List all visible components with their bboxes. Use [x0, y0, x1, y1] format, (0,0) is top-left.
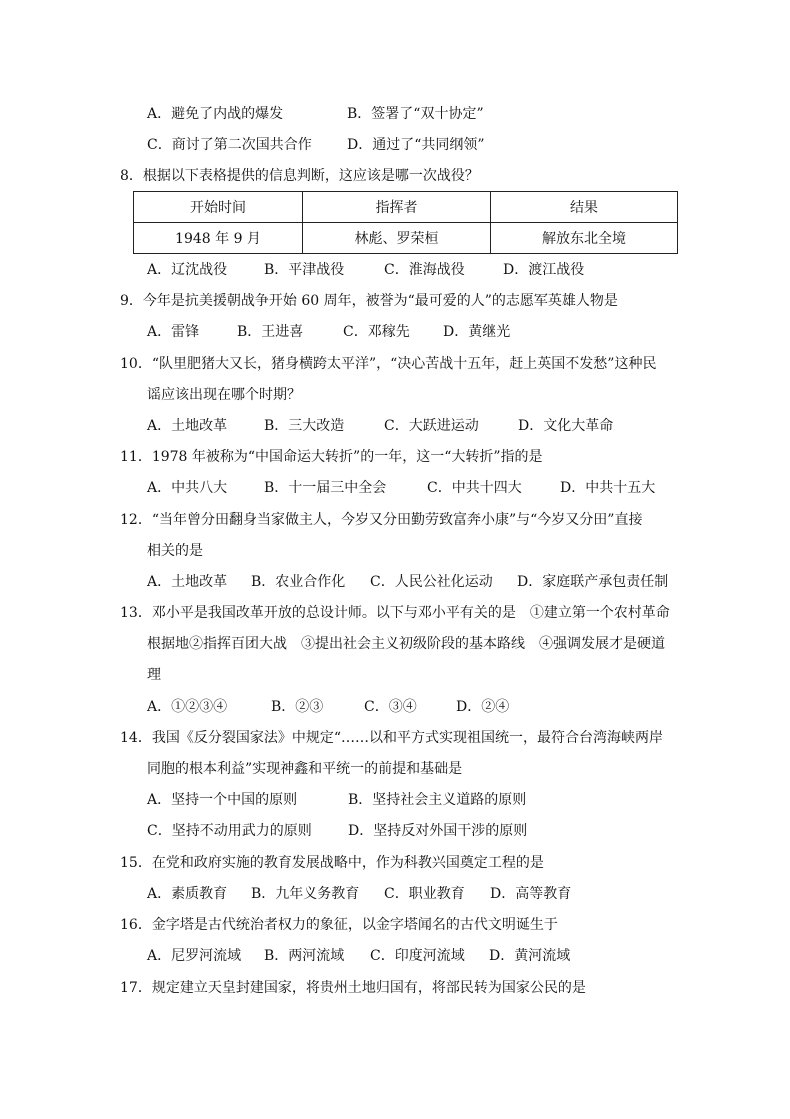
table-row — [134, 223, 678, 254]
q15-option-d: D．高等教育 — [490, 886, 572, 902]
q11-option-b: B．十一届三中全会 — [264, 480, 387, 496]
q9-option-b: B．王进喜 — [237, 324, 304, 340]
q8-option-c: C．淮海战役 — [384, 262, 465, 278]
battle-info-table — [133, 191, 678, 254]
q7-option-d: D．通过了“共同纲领” — [347, 137, 485, 153]
q12-stem-line1: 12．“当年曾分田翻身当家做主人，今岁又分田勤劳致富奔小康”与“今岁又分田”直接 — [120, 512, 643, 528]
q10-option-c: C．大跃进运动 — [384, 418, 479, 434]
q13-option-b: B．②③ — [271, 699, 324, 715]
q10-stem-line2: 谣应该出现在哪个时期？ — [147, 387, 301, 403]
table-header-cell: 指挥者 — [303, 192, 491, 223]
q15-stem: 15．在党和政府实施的教育发展战略中，作为科教兴国奠定工程的是 — [120, 855, 544, 871]
q10-option-d: D．文化大革命 — [518, 418, 614, 434]
q11-stem: 11．1978 年被称为“中国命运大转折”的一年，这一“大转折”指的是 — [120, 449, 543, 465]
q8-stem: 8．根据以下表格提供的信息判断，这应该是哪一次战役？ — [120, 168, 479, 184]
q14-stem-line2: 同胞的根本利益”实现神鑫和平统一的前提和基础是 — [147, 761, 463, 777]
q7-option-c: C．商讨了第二次国共合作 — [147, 137, 312, 153]
q16-option-a: A．尼罗河流域 — [147, 948, 242, 964]
q10-option-b: B．三大改造 — [264, 418, 345, 434]
table-header-cell: 开始时间 — [134, 192, 303, 223]
q8-option-b: B．平津战役 — [264, 262, 345, 278]
q12-option-d: D．家庭联产承包责任制 — [517, 574, 669, 590]
q11-option-a: A．中共八大 — [147, 480, 228, 496]
q14-option-c: C．坚持不动用武力的原则 — [147, 823, 312, 839]
q13-stem-line3: 理 — [147, 667, 161, 683]
q13-option-c: C．③④ — [364, 699, 417, 715]
q7-option-a: A．避免了内战的爆发 — [147, 106, 284, 122]
q9-option-a: A．雷锋 — [147, 324, 200, 340]
q13-option-a: A．①②③④ — [147, 699, 228, 715]
table-header-row — [134, 192, 678, 223]
q16-option-d: D．黄河流域 — [489, 948, 571, 964]
q17-stem: 17．规定建立天皇封建国家，将贵州土地归国有，将部民转为国家公民的是 — [120, 980, 586, 996]
q12-option-a: A．土地改革 — [147, 574, 228, 590]
q15-option-a: A．素质教育 — [147, 886, 228, 902]
q12-option-b: B．农业合作化 — [251, 574, 346, 590]
q14-stem-line1: 14．我国《反分裂国家法》中规定“……以和平方式实现祖国统一，最符合台湾海峡两岸 — [120, 730, 663, 746]
q10-stem-line1: 10．“队里肥猪大又长，猪身横跨太平洋”，“决心苦战十五年，赶上英国不发愁”这种民 — [120, 356, 657, 372]
q9-option-d: D．黄继光 — [443, 324, 511, 340]
q9-option-c: C．邓稼先 — [343, 324, 410, 340]
q13-stem-line2: 根据地②指挥百团大战 ③提出社会主义初级阶段的基本路线 ④强调发展才是硬道 — [147, 636, 665, 652]
q11-option-d: D．中共十五大 — [560, 480, 656, 496]
q14-option-b: B．坚持社会主义道路的原则 — [348, 792, 527, 808]
q7-option-b: B．签署了“双十协定” — [347, 106, 484, 122]
q11-option-c: C．中共十四大 — [427, 480, 522, 496]
table-cell: 解放东北全境 — [491, 223, 678, 254]
q8-option-d: D．渡江战役 — [503, 262, 585, 278]
q12-option-c: C．人民公社化运动 — [370, 574, 493, 590]
table-header-cell: 结果 — [491, 192, 678, 223]
q14-option-a: A．坚持一个中国的原则 — [147, 792, 298, 808]
q9-stem: 9．今年是抗美援朝战争开始 60 周年，被誉为“最可爱的人”的志愿军英雄人物是 — [120, 293, 618, 309]
table-cell: 林彪、罗荣桓 — [303, 223, 491, 254]
q13-option-d: D．②④ — [456, 699, 510, 715]
q15-option-c: C．职业教育 — [384, 886, 465, 902]
q10-option-a: A．土地改革 — [147, 418, 228, 434]
q15-option-b: B．九年义务教育 — [251, 886, 360, 902]
q13-stem-line1: 13．邓小平是我国改革开放的总设计师。以下与邓小平有关的是 ①建立第一个农村革命 — [120, 605, 670, 621]
q14-option-d: D．坚持反对外国干涉的原则 — [348, 823, 528, 839]
q8-option-a: A．辽沈战役 — [147, 262, 228, 278]
q12-stem-line2: 相关的是 — [147, 543, 203, 559]
q16-option-c: C．印度河流域 — [370, 948, 465, 964]
q16-stem: 16．金字塔是古代统治者权力的象征，以金字塔闻名的古代文明诞生于 — [120, 917, 558, 933]
q16-option-b: B．两河流域 — [264, 948, 345, 964]
table-cell: 1948 年 9 月 — [134, 223, 303, 254]
